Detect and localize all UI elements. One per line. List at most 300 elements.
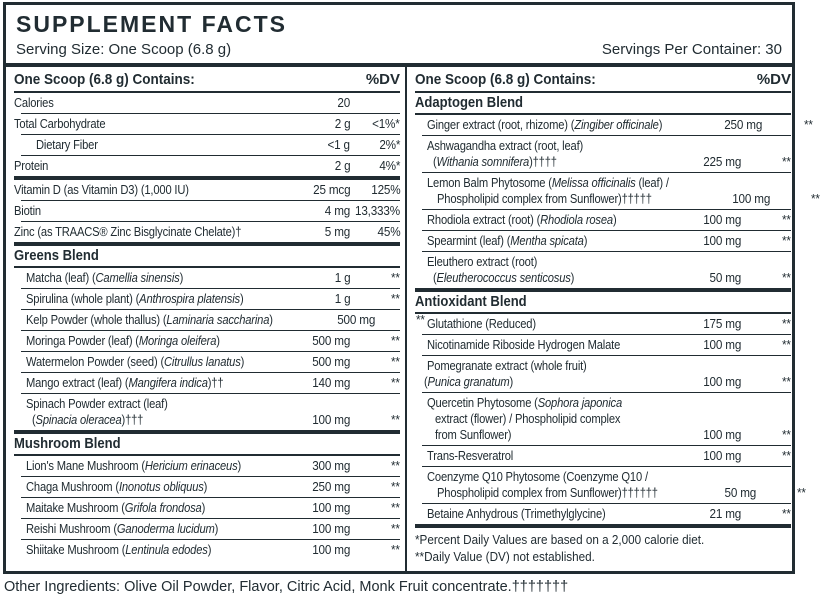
dv-value	[350, 521, 400, 537]
amount-value	[288, 412, 350, 428]
dv-text: 4%*	[379, 158, 400, 173]
amount-text: 100 mg	[312, 500, 350, 515]
ingredient-name	[14, 291, 288, 307]
ingredient-name-text: Biotin	[14, 203, 41, 218]
amount-value	[288, 224, 350, 240]
ingredient-name-text: )	[179, 270, 184, 285]
ingredient-name-text: Moringa oleifera	[138, 333, 217, 348]
amount-value	[679, 506, 741, 522]
dv-value	[350, 182, 400, 198]
dv-value	[741, 316, 791, 332]
ingredient-name-line	[14, 458, 288, 474]
ingredient-name-text: )	[612, 212, 617, 227]
dv-text: **	[391, 500, 400, 515]
nutrient-row	[415, 252, 791, 288]
ingredient-name	[415, 175, 708, 207]
ingredient-name	[14, 182, 288, 198]
ingredient-name-line	[415, 117, 701, 133]
other-ingredients-text: Other Ingredients: Olive Oil Powder, Flavor, Citric Acid, Monk Fruit concentrate.†††††††	[4, 579, 569, 595]
dv-text: **	[782, 212, 791, 227]
ingredient-name-line	[14, 412, 288, 428]
dv-text: 13,333%	[355, 203, 400, 218]
nutrient-row	[415, 314, 791, 334]
ingredient-name-text: Protein	[14, 158, 49, 173]
nutrient-row	[14, 310, 425, 330]
dv-text: **	[782, 448, 791, 463]
amount-value	[288, 95, 350, 111]
ingredient-name-text: Citrullus lanatus	[164, 354, 241, 369]
amount-text: 225 mg	[703, 154, 741, 169]
ingredient-name	[14, 500, 288, 516]
amount-value	[288, 116, 350, 132]
nutrient-row	[14, 498, 400, 518]
amount-value	[288, 291, 350, 307]
section-header-label: Mushroom Blend	[14, 436, 121, 452]
dv-value	[741, 233, 791, 249]
nutrient-row	[415, 210, 791, 230]
serving-row	[16, 38, 782, 63]
ingredient-name-line	[415, 411, 679, 427]
amount-text: 500 mg	[337, 312, 375, 327]
ingredient-name	[14, 479, 288, 495]
ingredient-name-text: Shiitake Mushroom (	[26, 542, 126, 557]
ingredient-name-text: Ganoderma lucidum	[116, 521, 215, 536]
dv-value	[741, 337, 791, 353]
ingredient-name-line	[415, 138, 679, 154]
nutrient-row	[415, 393, 791, 445]
ingredient-name-text: )	[570, 270, 575, 285]
amount-text: 100 mg	[703, 427, 741, 442]
ingredient-name-text: Dietary Fiber	[36, 137, 98, 152]
amount-value	[288, 375, 350, 391]
ingredient-name-line	[415, 395, 679, 411]
nutrient-row	[415, 136, 791, 172]
nutrient-row	[415, 115, 813, 135]
nutrient-row	[415, 467, 806, 503]
column-right	[405, 67, 820, 571]
ingredient-name-text: )	[269, 312, 273, 327]
ingredient-name	[415, 358, 679, 390]
dv-text: **	[803, 117, 813, 132]
nutrient-row	[14, 373, 400, 393]
amount-text: 50 mg	[709, 270, 741, 285]
dv-value	[741, 427, 791, 443]
amount-value	[701, 117, 763, 133]
dv-text: **	[416, 312, 425, 327]
dv-value	[350, 500, 400, 516]
ingredient-name-line	[14, 224, 288, 240]
ingredient-name-line	[415, 191, 708, 207]
ingredient-name-text: )	[214, 521, 219, 536]
ingredient-name	[415, 395, 679, 443]
nutrient-row	[14, 331, 400, 351]
section-header-label: Greens Blend	[14, 248, 99, 264]
ingredient-name	[14, 116, 288, 132]
dv-text: **	[391, 354, 400, 369]
ingredient-name-line	[415, 233, 679, 249]
supplement-facts-label	[3, 2, 820, 574]
ingredient-name	[415, 117, 701, 133]
ingredient-name-line	[415, 316, 679, 332]
amount-text: <1 g	[327, 137, 350, 152]
ingredient-name	[415, 233, 679, 249]
ingredient-name-text: Zingiber officinale	[574, 117, 659, 132]
nutrient-row	[415, 446, 791, 466]
ingredient-name-text: Mentha spicata	[510, 233, 584, 248]
page-title: SUPPLEMENT FACTS	[16, 11, 287, 37]
dv-value	[350, 354, 400, 370]
ingredient-name-text: Trans-Resveratrol	[427, 448, 514, 463]
dv-value	[756, 485, 806, 501]
ingredient-name-line	[14, 521, 288, 537]
dv-text: **	[782, 270, 791, 285]
ingredient-name-text: Camellia sinensis	[95, 270, 180, 285]
amount-value	[313, 312, 375, 328]
footnotes	[415, 528, 791, 565]
dv-value	[350, 291, 400, 307]
section-header-row	[14, 434, 400, 454]
ingredient-name-line	[14, 203, 288, 219]
ingredient-name-text: )	[207, 542, 212, 557]
ingredient-name-text: Maitake Mushroom (	[26, 500, 125, 515]
amount-text: 300 mg	[312, 458, 350, 473]
ingredient-name	[415, 448, 679, 464]
amount-value	[288, 182, 350, 198]
ingredient-name-text: )	[658, 117, 663, 132]
amount-text: 100 mg	[312, 521, 350, 536]
ingredient-name	[14, 542, 288, 558]
amount-value	[679, 212, 741, 228]
dv-text: **	[782, 316, 791, 331]
dv-value	[350, 412, 400, 428]
label-header	[6, 5, 792, 63]
nutrient-row	[14, 540, 400, 560]
ingredient-name	[14, 203, 288, 219]
amount-value	[288, 333, 350, 349]
amount-text: 1 g	[334, 270, 350, 285]
footnote-text-inner: **Daily Value (DV) not established.	[415, 549, 595, 564]
ingredient-name-line	[14, 396, 288, 412]
dv-value	[350, 158, 400, 174]
dv-value	[350, 203, 400, 219]
ingredient-name	[415, 506, 679, 522]
ingredient-name-line	[415, 427, 679, 443]
ingredient-name-line	[14, 500, 288, 516]
amount-text: 100 mg	[732, 191, 771, 206]
nutrient-row	[14, 289, 400, 309]
ingredient-name-text: Anthrospira platensis	[139, 291, 240, 306]
dv-value	[350, 333, 400, 349]
section-header-row	[415, 292, 791, 312]
ingredient-name	[14, 396, 288, 428]
ingredient-name-text: Chaga Mushroom (	[26, 479, 119, 494]
ingredient-name-line	[415, 485, 694, 501]
amount-text: 2 g	[334, 116, 350, 131]
ingredient-name-text: Withania somnifera	[436, 154, 530, 169]
ingredient-name-text: Pomegranate extract (whole fruit)	[427, 358, 587, 373]
amount-value	[679, 337, 741, 353]
ingredient-name-text: Kelp Powder (whole thallus) (	[26, 312, 167, 327]
dv-value	[350, 95, 400, 111]
ingredient-name-text: (	[424, 374, 428, 389]
ingredient-name-line	[14, 479, 288, 495]
amount-value	[694, 485, 756, 501]
ingredient-name-text: Betaine Anhydrous (Trimethylglycine)	[427, 506, 606, 521]
ingredient-name-text: )	[583, 233, 588, 248]
ingredient-name-text: extract (flower) / Phospholipid complex	[435, 411, 621, 426]
amount-value	[288, 458, 350, 474]
dv-text: <1%*	[372, 116, 400, 131]
ingredient-name-text: )†††	[121, 412, 144, 427]
ingredient-name-line	[415, 175, 708, 191]
nutrient-row	[415, 231, 791, 251]
dv-value	[350, 375, 400, 391]
ingredient-name	[14, 312, 313, 328]
amount-text: 250 mg	[312, 479, 350, 494]
ingredient-name-text: Vitamin D (as Vitamin D3) (1,000 IU)	[14, 182, 189, 197]
ingredient-name-text: Phospholipid complex from Sunflower)†††††	[437, 191, 652, 206]
amount-value	[288, 500, 350, 516]
col-header-dv: %DV	[365, 71, 400, 88]
ingredient-name-text: Phospholipid complex from Sunflower)††††††	[437, 485, 658, 500]
ingredient-name-text: Melissa officinalis	[551, 175, 636, 190]
servings-per-container-text: Servings Per Container: 30	[601, 41, 782, 58]
amount-value	[288, 542, 350, 558]
ingredient-name-text: Glutathione (Reduced)	[427, 316, 536, 331]
dv-value	[350, 224, 400, 240]
ingredient-name-line	[415, 506, 679, 522]
amount-text: 20	[337, 95, 350, 110]
ingredient-name-text: Lion's Mane Mushroom (	[26, 458, 145, 473]
ingredient-name-text: (	[433, 154, 437, 169]
ingredient-name-text: Spirulina (whole plant) (	[26, 291, 140, 306]
ingredient-name-text: Spearmint (leaf) (	[427, 233, 511, 248]
column-left-header	[14, 67, 400, 93]
dv-text: **	[811, 191, 820, 206]
ingredient-name-line	[14, 333, 288, 349]
amount-text: 25 mcg	[312, 182, 350, 197]
ingredient-name-text: Inonotus obliquus	[118, 479, 204, 494]
ingredient-name-line	[415, 212, 679, 228]
ingredient-name	[14, 333, 288, 349]
dv-text: 45%	[377, 224, 400, 239]
ingredient-name	[415, 316, 679, 332]
dv-value	[741, 506, 791, 522]
amount-value	[288, 270, 350, 286]
ingredient-name-text: Rhodiola extract (root) (	[427, 212, 541, 227]
dv-text: **	[782, 427, 791, 442]
nutrient-row	[415, 504, 791, 524]
nutrient-row	[415, 173, 820, 209]
amount-text: 100 mg	[703, 212, 741, 227]
dv-value	[350, 542, 400, 558]
amount-text: 100 mg	[703, 233, 741, 248]
dv-text: **	[391, 458, 400, 473]
amount-text: 5 mg	[324, 224, 350, 239]
ingredient-name-line	[415, 469, 694, 485]
amount-value	[679, 233, 741, 249]
amount-text: 500 mg	[312, 333, 350, 348]
col-header-contains: One Scoop (6.8 g) Contains:	[14, 71, 195, 88]
nutrient-row	[14, 352, 400, 372]
ingredient-name-text: Mangifera indica	[128, 375, 208, 390]
amount-value	[679, 427, 741, 443]
ingredient-name-text: )	[216, 333, 220, 348]
ingredient-name	[415, 138, 679, 170]
ingredient-name-text: Nicotinamide Riboside Hydrogen Malate	[427, 337, 621, 352]
ingredient-name-text: Grifola frondosa	[124, 500, 202, 515]
ingredient-name-text: Zinc (as TRAACS® Zinc Bisglycinate Chelate)†	[14, 224, 242, 239]
dv-text: **	[391, 521, 400, 536]
ingredient-name-text: Watermelon Powder (seed) (	[26, 354, 165, 369]
dv-text: 125%	[370, 182, 400, 197]
ingredient-name-line	[14, 270, 288, 286]
dv-text: **	[391, 412, 400, 427]
section-header-label: Antioxidant Blend	[415, 294, 527, 310]
amount-value	[288, 158, 350, 174]
ingredient-name-line	[415, 270, 679, 286]
amount-value	[679, 316, 741, 332]
amount-value	[288, 203, 350, 219]
nutrient-row	[415, 335, 791, 355]
ingredient-name-text: )	[201, 500, 206, 515]
amount-value	[679, 448, 741, 464]
ingredient-name-text: Spinacia oleracea	[35, 412, 122, 427]
ingredient-name-line	[415, 254, 679, 270]
ingredient-name-line	[415, 374, 679, 390]
nutrient-row	[14, 222, 400, 242]
ingredient-name-line	[415, 358, 679, 374]
amount-text: 50 mg	[724, 485, 756, 500]
dv-value	[350, 116, 400, 132]
ingredient-name-text: Reishi Mushroom (	[26, 521, 117, 536]
ingredient-name-text: Spinach Powder extract (leaf)	[26, 396, 168, 411]
ingredient-name-text: Quercetin Phytosome (	[427, 395, 538, 410]
ingredient-name	[14, 95, 288, 111]
amount-value	[679, 374, 741, 390]
ingredient-name-line	[14, 375, 288, 391]
amount-value	[679, 270, 741, 286]
amount-value	[288, 354, 350, 370]
amount-value	[679, 154, 741, 170]
nutrient-row	[14, 477, 400, 497]
column-right-header	[415, 67, 791, 93]
amount-text: 21 mg	[709, 506, 741, 521]
ingredient-name-text: )††††	[529, 154, 557, 169]
ingredient-name-line	[14, 182, 288, 198]
amount-text: 1 g	[334, 291, 350, 306]
ingredient-name-text: (	[32, 412, 36, 427]
ingredient-name-text: )	[239, 291, 244, 306]
ingredient-name-text: Matcha (leaf) (	[26, 270, 96, 285]
ingredient-name-text: Eleutherococcus senticosus	[436, 270, 571, 285]
amount-text: 100 mg	[703, 374, 741, 389]
col-header-dv: %DV	[756, 71, 791, 88]
dv-text: **	[797, 485, 806, 500]
ingredient-name-line	[415, 337, 679, 353]
nutrient-row	[14, 201, 400, 221]
ingredient-name-line	[14, 354, 288, 370]
amount-value	[708, 191, 770, 207]
amount-text: 175 mg	[703, 316, 741, 331]
column-right-rows	[415, 93, 820, 528]
dv-value	[741, 374, 791, 390]
ingredient-name	[14, 521, 288, 537]
amount-text: 500 mg	[312, 354, 350, 369]
dv-value	[375, 312, 425, 328]
dv-text: 2%*	[379, 137, 400, 152]
footnote-text-inner: *Percent Daily Values are based on a 2,000 calorie diet.	[415, 532, 705, 547]
ingredient-name-text: Laminaria saccharina	[166, 312, 270, 327]
nutrient-row	[14, 394, 400, 430]
ingredient-name-text: Lentinula edodes	[125, 542, 208, 557]
ingredient-name-text: )	[240, 354, 245, 369]
column-left	[6, 67, 425, 571]
ingredient-name-text: Lemon Balm Phytosome (	[427, 175, 552, 190]
ingredient-name-text: Ashwagandha extract (root, leaf)	[427, 138, 584, 153]
ingredient-name	[14, 270, 288, 286]
ingredient-name-text: Ginger extract (root, rhizome) (	[427, 117, 575, 132]
amount-text: 140 mg	[312, 375, 350, 390]
dv-value	[741, 270, 791, 286]
ingredient-name	[14, 375, 288, 391]
amount-text: 100 mg	[703, 448, 741, 463]
ingredient-name	[415, 212, 679, 228]
nutrient-row	[14, 519, 400, 539]
ingredient-name-line	[14, 542, 288, 558]
dv-text: **	[391, 479, 400, 494]
dv-value	[763, 117, 813, 133]
amount-text: 2 g	[334, 158, 350, 173]
nutrient-row	[14, 93, 400, 113]
amount-text: 4 mg	[324, 203, 350, 218]
amount-value	[288, 521, 350, 537]
dv-value	[741, 154, 791, 170]
dv-text: **	[782, 337, 791, 352]
dv-text: **	[391, 333, 400, 348]
ingredient-name-text: )	[203, 479, 208, 494]
dv-value	[741, 212, 791, 228]
nutrient-row	[14, 135, 400, 155]
ingredient-name-text: Mango extract (leaf) (	[26, 375, 129, 390]
dv-value	[350, 270, 400, 286]
footnote-text	[415, 531, 791, 548]
amount-text: 100 mg	[312, 412, 350, 427]
col-header-contains: One Scoop (6.8 g) Contains:	[415, 71, 596, 88]
ingredient-name-text: (leaf) /	[635, 175, 669, 190]
dv-text: **	[391, 270, 400, 285]
ingredient-name-text: Moringa Powder (leaf) (	[26, 333, 139, 348]
amount-value	[288, 479, 350, 495]
ingredient-name	[415, 337, 679, 353]
ingredient-name-line	[14, 312, 313, 328]
dv-text: **	[391, 291, 400, 306]
ingredient-name-text: Eleuthero extract (root)	[427, 254, 538, 269]
dv-value	[741, 448, 791, 464]
ingredient-name-text: Calories	[14, 95, 54, 110]
ingredient-name	[415, 254, 679, 286]
dv-value	[350, 458, 400, 474]
ingredient-name-line	[14, 116, 288, 132]
ingredient-name-line	[14, 291, 288, 307]
dv-value	[350, 137, 400, 153]
serving-size-text: Serving Size: One Scoop (6.8 g)	[16, 41, 232, 58]
ingredient-name-text: Coenzyme Q10 Phytosome (Coenzyme Q10 /	[427, 469, 648, 484]
nutrient-row	[14, 156, 400, 176]
amount-value	[288, 137, 350, 153]
ingredient-name-text: (	[433, 270, 437, 285]
nutrient-row	[415, 356, 791, 392]
